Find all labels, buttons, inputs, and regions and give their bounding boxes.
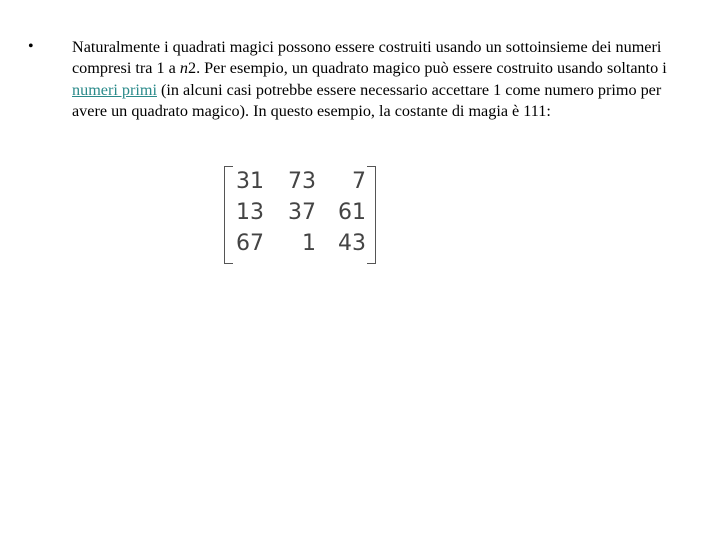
matrix-cell: 43 [338, 231, 366, 256]
matrix-cell: 61 [338, 200, 366, 225]
matrix-cell: 73 [288, 169, 316, 194]
matrix-cell: 13 [236, 200, 264, 225]
bullet-marker: • [28, 38, 34, 55]
numeri-primi-link[interactable]: numeri primi [72, 80, 157, 99]
paragraph-text-1: Naturalmente i quadrati magici possono essere costruiti usando un sottoinsieme dei numeri compresi tra 1 a [72, 38, 662, 78]
paragraph-text-2: 2. Per esempio, un quadrato magico può essere costruito usando soltanto i [187, 59, 667, 78]
matrix-cell: 1 [302, 231, 316, 256]
variable-n: n [179, 59, 188, 78]
magic-square-matrix [224, 166, 376, 264]
body-paragraph [72, 37, 684, 123]
paragraph-text-3: (in alcuni casi potrebbe essere necessario accettare 1 come numero primo per avere un quadrato magico). In questo esempio, la costante di magia è 111: [72, 80, 662, 121]
matrix-cell: 37 [288, 200, 316, 225]
matrix-right-bracket [367, 166, 376, 264]
matrix-cell: 67 [236, 231, 264, 256]
matrix-cell: 7 [352, 169, 366, 194]
matrix-cell: 31 [236, 169, 264, 194]
